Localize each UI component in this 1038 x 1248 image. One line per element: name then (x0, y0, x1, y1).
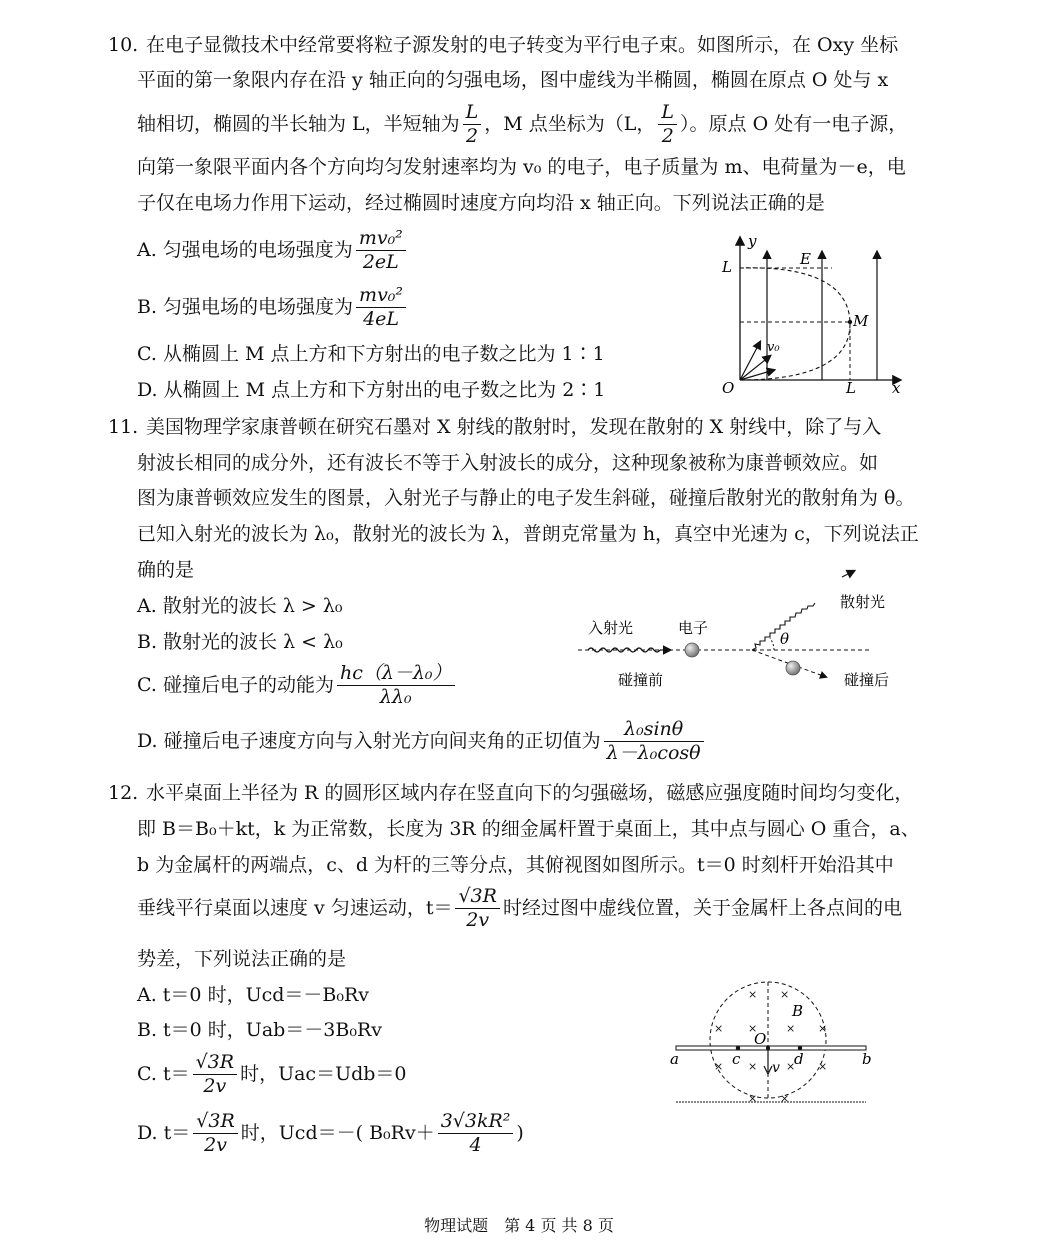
label-scattered: 散射光 (840, 593, 886, 611)
q11-stem-line4: 已知入射光的波长为 λ₀，散射光的波长为 λ，普朗克常量为 h，真空中光速为 c，下列说法正 (137, 523, 919, 545)
fraction-numerator: √3R (455, 887, 500, 909)
q11-stem-line2: 射波长相同的成分外，还有波长不等于入射波长的成分，这种现象被称为康普顿效应。如 (137, 452, 879, 474)
cross-mark: × (748, 1060, 758, 1073)
label-a: a (670, 1050, 679, 1068)
fraction-numerator: mv₀² (356, 229, 406, 251)
q12-magnetic-field-diagram (668, 980, 884, 1110)
q12-option-a: A. t＝0 时，Ucd＝－B₀Rv (137, 984, 369, 1006)
label-d: d (794, 1050, 804, 1068)
fraction-denominator: 2v (203, 1074, 227, 1097)
q11-option-d (137, 716, 707, 766)
q11-c-fraction (337, 661, 455, 708)
q10-line3-text-b: ，M 点坐标为（L， (484, 112, 656, 135)
q12-number: 12. (108, 782, 139, 804)
q10-a-fraction (356, 226, 406, 273)
label-x: x (892, 379, 901, 397)
electron-after (786, 661, 800, 675)
option-text: B. 匀强电场的电场强度为 (137, 295, 354, 318)
option-text: D. t＝ (137, 1121, 191, 1144)
label-before: 碰撞前 (618, 671, 664, 689)
label-b-field: B (792, 1002, 804, 1020)
q10-line3-text-c: ）。原点 O 处有一电子源， (680, 112, 908, 135)
line4-text-b: 时经过图中虚线位置，关于金属杆上各点间的电 (502, 896, 902, 919)
q10-line3-text-a: 轴相切，椭圆的半长轴为 L，半短轴为 (137, 112, 460, 135)
option-text: A. 匀强电场的电场强度为 (137, 238, 353, 261)
q11-stem-line5: 确的是 (137, 559, 195, 581)
q11-d-fraction (604, 717, 704, 764)
q12-option-b: B. t＝0 时，Uab＝－3B₀Rv (137, 1019, 383, 1041)
fraction-numerator: √3R (193, 1112, 238, 1134)
q10-option-b (137, 283, 409, 331)
label-l-left: L (722, 258, 732, 276)
cross-mark: × (714, 1060, 724, 1073)
q12-stem-line1: 水平桌面上半径为 R 的圆形区域内存在竖直向下的匀强磁场，磁感应强度随时间均匀变化， (146, 782, 914, 804)
label-theta: θ (780, 630, 790, 648)
label-v0: v₀ (767, 340, 780, 355)
label-e: E (800, 250, 811, 268)
q11-stem-line3: 图为康普顿效应发生的图景，入射光子与静止的电子发生斜碰，碰撞后散射光的散射角为 θ。 (137, 487, 915, 509)
label-o: O (722, 379, 735, 397)
fraction-denominator: 2v (204, 1133, 227, 1156)
q10-stem-line1: 在电子显微技术中经常要将粒子源发射的电子转变为平行电子束。如图所示，在 Oxy 坐标 (146, 34, 899, 56)
option-text-post: 时，Uac＝Udb＝0 (240, 1062, 407, 1085)
label-y: y (748, 232, 757, 250)
q10-option-c: C. 从椭圆上 M 点上方和下方射出的电子数之比为 1∶1 (137, 343, 605, 365)
q12-option-c (137, 1048, 407, 1100)
fraction-denominator: 4eL (363, 307, 400, 330)
q12-d-time-fraction (193, 1109, 238, 1156)
line4-text-a: 垂线平行桌面以速度 v 匀速运动，t＝ (137, 896, 453, 919)
fraction-denominator: 2 (661, 124, 674, 147)
cross-mark: × (786, 1060, 796, 1073)
q10-short-axis-fraction (463, 100, 482, 147)
q10-stem-line3 (137, 100, 907, 148)
q10-stem-line5: 子仅在电场力作用下运动，经过椭圆时速度方向均沿 x 轴正向。下列说法正确的是 (137, 192, 825, 214)
fraction-numerator: mv₀² (356, 286, 406, 308)
q12-option-d (137, 1106, 524, 1160)
q10-stem-line4: 向第一象限平面内各个方向均匀发射速率均为 v₀ 的电子，电子质量为 m、电荷量为－e，电 (137, 156, 906, 178)
velocity-vector (740, 356, 770, 380)
q10-field-diagram (712, 230, 912, 400)
q12-stem-line4 (137, 882, 902, 934)
cross-mark: × (748, 988, 758, 1001)
fraction-numerator: hc（λ－λ₀） (337, 664, 455, 686)
half-ellipse (740, 268, 850, 380)
fraction-denominator: 2 (465, 124, 479, 147)
label-l-bottom: L (846, 379, 856, 397)
metal-rod (676, 1046, 866, 1050)
theta-arc (770, 638, 774, 650)
q11-stem-line1: 美国物理学家康普顿在研究石墨对 X 射线的散射时，发现在散射的 X 射线中，除了与入 (146, 416, 882, 438)
fraction-denominator: 2eL (362, 250, 399, 273)
cross-mark: × (780, 1092, 790, 1105)
fraction-denominator: λ－λ₀cosθ (606, 741, 701, 764)
q11-option-b: B. 散射光的波长 λ < λ₀ (137, 631, 343, 653)
fraction-denominator: 2v (466, 908, 490, 931)
fraction-numerator: λ₀sinθ (604, 720, 704, 742)
fraction-numerator: 3√3kR² (438, 1112, 514, 1134)
label-after: 碰撞后 (844, 671, 890, 689)
cross-mark: × (780, 988, 790, 1001)
label-o: O (754, 1030, 767, 1048)
q12-time-fraction (455, 884, 500, 931)
q10-stem-line2: 平面的第一象限内存在沿 y 轴正向的匀强电场，图中虚线为半椭圆，椭圆在原点 O 处与 x (137, 69, 889, 91)
q11-option-a: A. 散射光的波长 λ > λ₀ (137, 595, 343, 617)
q12-stem-line5: 势差，下列说法正确的是 (137, 948, 347, 970)
cross-mark: × (818, 1022, 828, 1035)
q11-option-c (137, 660, 458, 710)
q11-number: 11. (108, 416, 139, 438)
velocity-vector (740, 342, 760, 380)
cross-mark: × (786, 1022, 796, 1035)
fraction-numerator: L (658, 103, 677, 125)
option-text-mid: 时，Ucd＝－( B₀Rv＋ (240, 1121, 435, 1144)
cross-mark: × (748, 1022, 758, 1035)
cross-mark: × (818, 1060, 828, 1073)
label-b-end: b (862, 1050, 872, 1068)
fraction-numerator: L (463, 103, 482, 125)
q12-c-fraction (193, 1050, 238, 1097)
q12-stem-line2: 即 B＝B₀＋kt，k 为正常数，长度为 3R 的细金属杆置于桌面上，其中点与圆心 O 重合，a、 (137, 818, 920, 840)
label-electron: 电子 (678, 619, 709, 637)
q10-m-y-fraction (658, 100, 677, 147)
option-text: D. 碰撞后电子速度方向与入射光方向间夹角的正切值为 (137, 729, 601, 752)
fraction-denominator: 4 (469, 1133, 482, 1156)
cross-mark: × (748, 1092, 758, 1105)
option-text-post: ) (516, 1121, 524, 1144)
scattered-arrow (842, 571, 854, 577)
option-text: C. 碰撞后电子的动能为 (137, 673, 334, 696)
page-footer: 物理试题 第 4 页 共 8 页 (424, 1216, 614, 1235)
q12-d-term-fraction (438, 1109, 514, 1156)
q11-compton-diagram (574, 565, 904, 695)
fraction-denominator: λλ₀ (379, 685, 412, 708)
q10-b-fraction (356, 283, 406, 330)
cross-mark: × (714, 1022, 724, 1035)
q10-option-a (137, 226, 409, 274)
option-text: C. t＝ (137, 1062, 190, 1085)
label-v: v (772, 1060, 780, 1076)
q12-stem-line3: b 为金属杆的两端点，c、d 为杆的三等分点，其俯视图如图所示。t＝0 时刻杆开始沿其中 (137, 854, 894, 876)
fraction-numerator: √3R (193, 1053, 238, 1075)
label-incident: 入射光 (588, 619, 634, 637)
point-m (848, 320, 852, 324)
electron-before (685, 643, 699, 657)
q10-number: 10. (108, 34, 139, 56)
label-c: c (732, 1050, 741, 1068)
q10-option-d: D. 从椭圆上 M 点上方和下方射出的电子数之比为 2∶1 (137, 379, 606, 401)
label-m: M (853, 312, 869, 330)
center-o (766, 1046, 770, 1050)
